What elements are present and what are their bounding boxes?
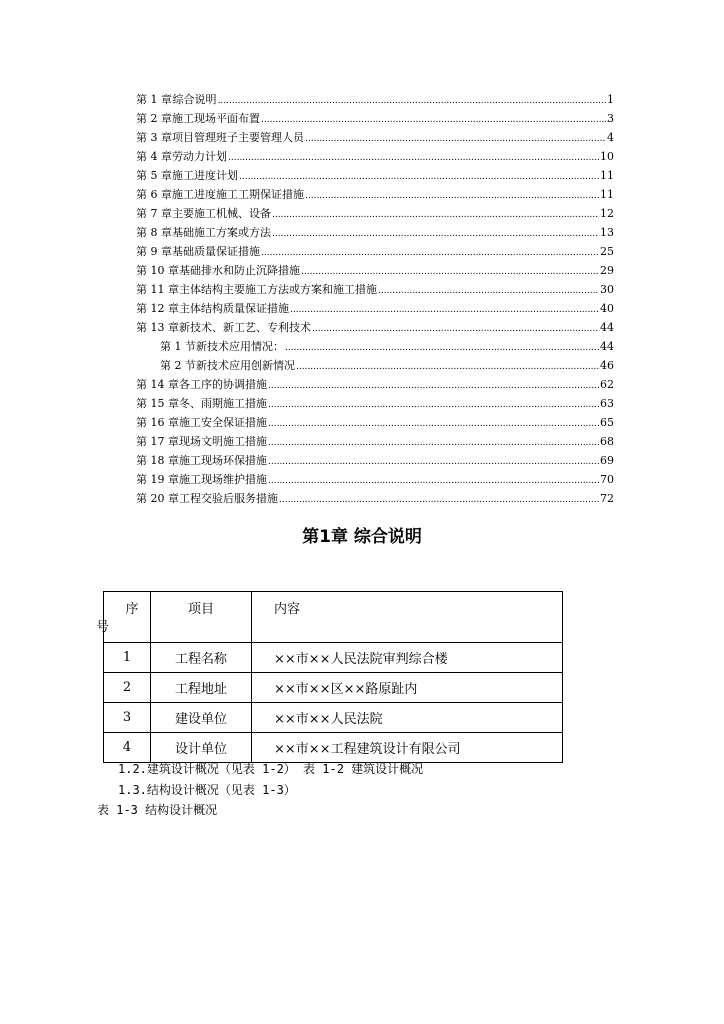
toc-leader-dots (301, 261, 599, 282)
toc-page-number: 72 (600, 492, 614, 505)
toc-leader-dots (228, 147, 599, 168)
toc-leader-dots (272, 204, 599, 225)
header-no-top: 序 (125, 602, 139, 617)
toc-title: 基础施工方案或方法 (172, 226, 271, 239)
toc-leader-dots (239, 166, 599, 187)
toc-page-number: 25 (600, 245, 614, 258)
toc-page-number: 30 (600, 283, 614, 296)
toc-chapter: 第 7 章 (136, 207, 172, 220)
toc-leader-dots (272, 223, 599, 244)
toc-page-number: 11 (600, 169, 614, 182)
toc-page-number: 1 (607, 93, 614, 106)
toc-leader-dots (305, 185, 599, 206)
toc-entry[interactable] (136, 318, 614, 337)
header-content: 内容 (252, 592, 563, 643)
toc-title: 新技术应用创新情况 (196, 359, 295, 372)
toc-chapter: 第 8 章 (136, 226, 172, 239)
toc-entry[interactable] (136, 128, 614, 147)
toc-title: 施工现场维护措施 (179, 473, 267, 486)
toc-entry[interactable] (136, 204, 614, 223)
toc-leader-dots (261, 109, 606, 130)
toc-entry[interactable] (136, 432, 614, 451)
toc-page-number: 11 (600, 188, 614, 201)
toc-title: 主体结构主要施工方法或方案和施工措施 (179, 283, 377, 296)
toc-entry[interactable] (136, 356, 614, 375)
toc-chapter: 第 1 节 (160, 340, 196, 353)
paragraph-building-design: 1.2.建筑设计概况（见表 1-2） 表 1-2 建筑设计概况 (118, 762, 424, 776)
toc-page-number: 70 (600, 473, 614, 486)
toc-title: 施工现场平面布置 (172, 112, 260, 125)
toc-entry[interactable] (136, 394, 614, 413)
toc-entry[interactable] (136, 337, 614, 356)
toc-title: 劳动力计划 (172, 150, 227, 163)
toc-leader-dots (279, 489, 599, 510)
toc-page-number: 44 (600, 321, 614, 334)
toc-chapter: 第 1 章 (136, 93, 172, 106)
row-no: 3 (104, 703, 151, 733)
toc-leader-dots (290, 299, 599, 320)
toc-title: 工程交验后服务措施 (179, 492, 278, 505)
toc-title: 基础排水和防止沉降措施 (179, 264, 300, 277)
toc-page-number: 44 (600, 340, 614, 353)
toc-chapter: 第 19 章 (136, 473, 179, 486)
header-no-bottom: 号 (96, 620, 110, 635)
chapter-heading: 第1章 综合说明 (302, 527, 422, 547)
toc-entry[interactable] (136, 451, 614, 470)
toc-page-number: 62 (600, 378, 614, 391)
row-content: ××市××工程建筑设计有限公司 (252, 733, 563, 763)
toc-title: 综合说明 (172, 93, 217, 106)
row-no: 4 (104, 733, 151, 763)
toc-title: 基础质量保证措施 (172, 245, 260, 258)
toc-chapter: 第 13 章 (136, 321, 179, 334)
toc-title: 新技术应用情况： (196, 340, 284, 353)
toc-chapter: 第 14 章 (136, 378, 179, 391)
header-item: 项目 (151, 592, 252, 643)
toc-leader-dots (268, 451, 599, 472)
toc-chapter: 第 9 章 (136, 245, 172, 258)
row-no: 2 (104, 673, 151, 703)
toc-page-number: 4 (607, 131, 614, 144)
toc-leader-dots (305, 128, 606, 149)
table-row (104, 673, 563, 703)
toc-title: 施工安全保证措施 (179, 416, 267, 429)
table-caption-1-3: 表 1-3 结构设计概况 (97, 803, 218, 817)
toc-entry[interactable] (136, 489, 614, 508)
row-item: 建设单位 (151, 703, 252, 733)
toc-chapter: 第 17 章 (136, 435, 179, 448)
row-content: ××市××人民法院审判综合楼 (252, 643, 563, 673)
toc-leader-dots (268, 470, 599, 491)
toc-page-number: 12 (600, 207, 614, 220)
toc-page-number: 63 (600, 397, 614, 410)
toc-page-number: 29 (600, 264, 614, 277)
toc-entry[interactable] (136, 375, 614, 394)
toc-title: 各工序的协调措施 (179, 378, 267, 391)
table-row (104, 703, 563, 733)
toc-leader-dots (296, 356, 599, 377)
toc-chapter: 第 16 章 (136, 416, 179, 429)
table-of-contents (136, 90, 614, 508)
toc-entry[interactable] (136, 147, 614, 166)
toc-chapter: 第 15 章 (136, 397, 179, 410)
toc-chapter: 第 2 章 (136, 112, 172, 125)
toc-entry[interactable] (136, 109, 614, 128)
table-row (104, 733, 563, 763)
toc-chapter: 第 20 章 (136, 492, 179, 505)
toc-title: 施工进度计划 (172, 169, 238, 182)
paragraph-structure-design: 1.3.结构设计概况（见表 1-3） (118, 783, 296, 797)
toc-chapter: 第 5 章 (136, 169, 172, 182)
toc-title: 主体结构质量保证措施 (179, 302, 289, 315)
toc-chapter: 第 10 章 (136, 264, 179, 277)
toc-page-number: 65 (600, 416, 614, 429)
toc-chapter: 第 3 章 (136, 131, 172, 144)
toc-entry[interactable] (136, 261, 614, 280)
toc-page-number: 46 (600, 359, 614, 372)
toc-page-number: 69 (600, 454, 614, 467)
row-content: ××市××区××路原趾内 (252, 673, 563, 703)
toc-title: 现场文明施工措施 (179, 435, 267, 448)
toc-leader-dots (218, 90, 606, 111)
toc-chapter: 第 4 章 (136, 150, 172, 163)
toc-leader-dots (261, 242, 599, 263)
toc-leader-dots (268, 375, 599, 396)
toc-leader-dots (312, 318, 599, 339)
toc-leader-dots (378, 280, 599, 301)
toc-title: 主要施工机械、设备 (172, 207, 271, 220)
toc-entry[interactable] (136, 280, 614, 299)
toc-title: 项目管理班子主要管理人员 (172, 131, 304, 144)
row-item: 设计单位 (151, 733, 252, 763)
project-info-table (96, 591, 563, 763)
toc-entry[interactable] (136, 223, 614, 242)
row-item: 工程地址 (151, 673, 252, 703)
toc-entry[interactable] (136, 166, 614, 185)
toc-entry[interactable] (136, 470, 614, 489)
toc-leader-dots (268, 413, 599, 434)
toc-entry[interactable] (136, 299, 614, 318)
toc-title: 施工进度施工工期保证措施 (172, 188, 304, 201)
row-content: ××市××人民法院 (252, 703, 563, 733)
toc-page-number: 40 (600, 302, 614, 315)
toc-page-number: 68 (600, 435, 614, 448)
toc-chapter: 第 11 章 (136, 283, 179, 296)
header-no (96, 592, 151, 643)
table-header-row (104, 592, 563, 643)
toc-title: 冬、雨期施工措施 (179, 397, 267, 410)
toc-entry[interactable] (136, 242, 614, 261)
toc-chapter: 第 18 章 (136, 454, 179, 467)
toc-title: 新技术、新工艺、专利技术 (179, 321, 311, 334)
toc-leader-dots (268, 394, 599, 415)
toc-page-number: 3 (607, 112, 614, 125)
toc-leader-dots (285, 337, 599, 358)
toc-chapter: 第 6 章 (136, 188, 172, 201)
toc-entry[interactable] (136, 90, 614, 109)
toc-page-number: 13 (600, 226, 614, 239)
toc-entry[interactable] (136, 413, 614, 432)
toc-chapter: 第 2 节 (160, 359, 196, 372)
table-row (104, 643, 563, 673)
row-no: 1 (104, 643, 151, 673)
toc-page-number: 10 (600, 150, 614, 163)
row-item: 工程名称 (151, 643, 252, 673)
toc-title: 施工现场环保措施 (179, 454, 267, 467)
toc-leader-dots (268, 432, 599, 453)
toc-chapter: 第 12 章 (136, 302, 179, 315)
toc-entry[interactable] (136, 185, 614, 204)
